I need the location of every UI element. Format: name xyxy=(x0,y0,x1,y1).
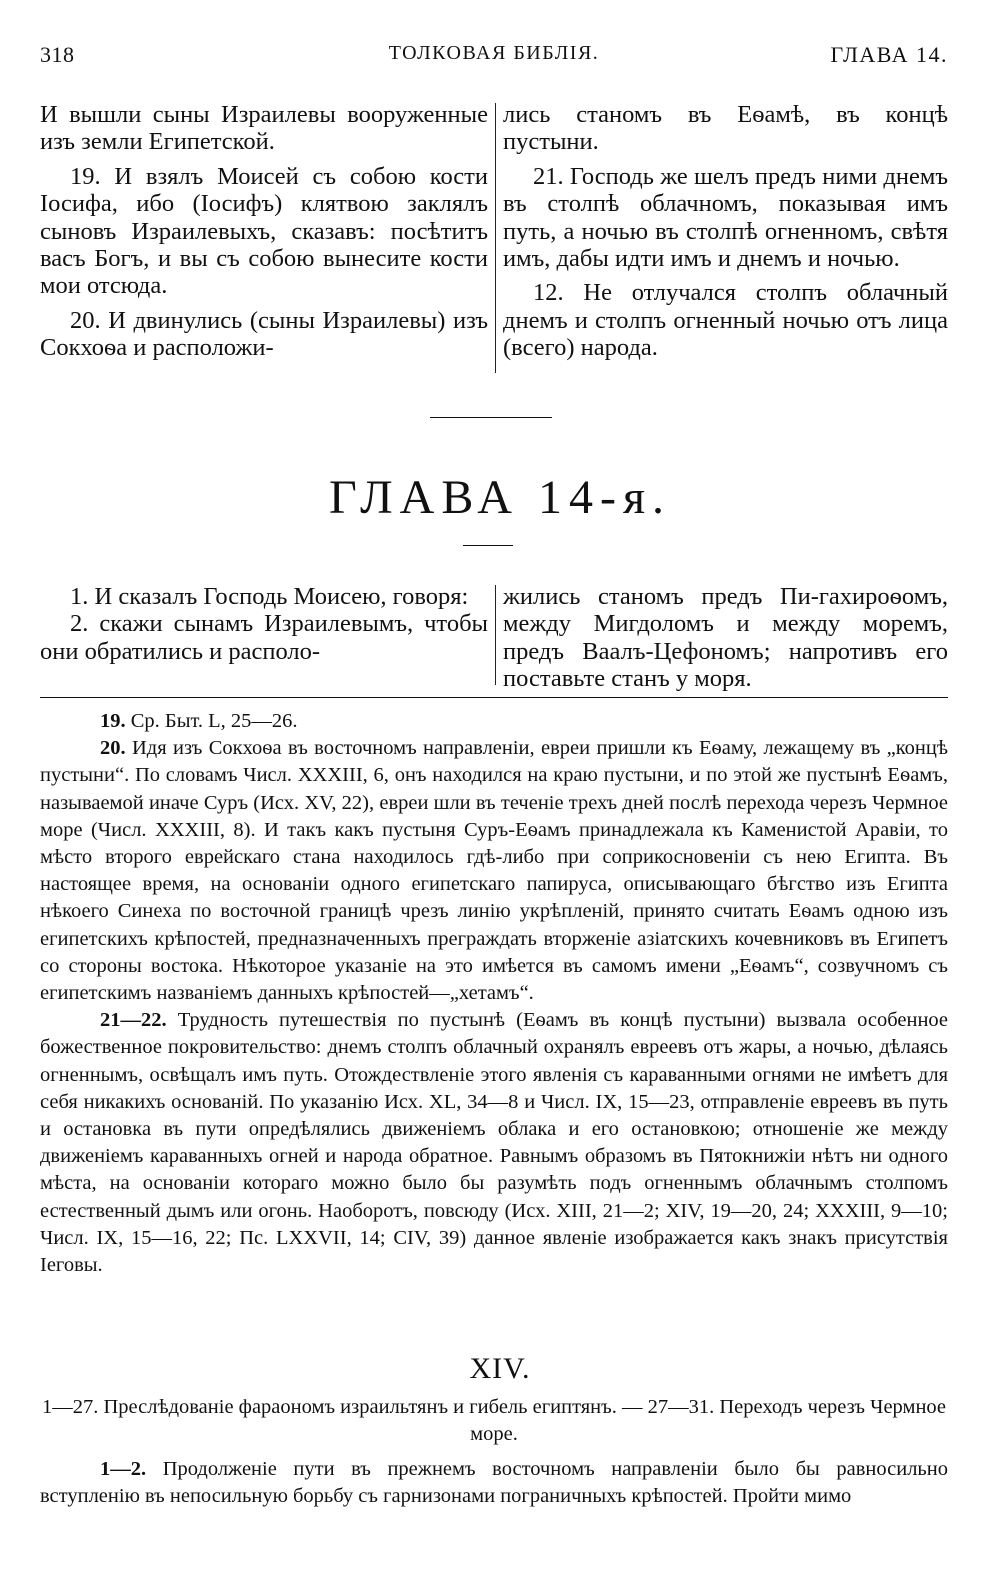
verse-text: жились станомъ предъ Пи-гахироѳомъ, между Мигдоломъ и между моремъ, предъ Ваалъ-Цефономъ; напротивъ его поставьте станъ у моря. xyxy=(503,583,948,693)
left-column xyxy=(40,101,488,362)
column-divider xyxy=(495,103,496,373)
verses-13-two-column xyxy=(40,101,948,371)
commentary-paragraph: 1—2. Продолженiе пути въ прежнемъ восточномъ направленiи было бы равносильно вступленiю въ непосильную борьбу съ гарнизонами пограничныхъ крѣпостей. Пройти мимо xyxy=(40,1458,949,1508)
chapter-label: ГЛАВА 14. xyxy=(830,42,948,67)
page-number: 318 xyxy=(40,42,75,67)
verses-14-two-column xyxy=(40,583,948,691)
ornament-rule-bottom xyxy=(463,545,513,546)
verse-1: 1. И сказалъ Господь Моисею, говоря: xyxy=(70,583,469,610)
verse-20: 20. И двинулись (сыны Израилевы) изъ Сокхоѳа и расположи- xyxy=(40,306,488,362)
column-divider xyxy=(495,585,496,685)
section-summary: 1—27. Преслѣдованiе фараономъ израильтянъ и гибель египтянъ. — 27—31. Переходъ черезъ Чермное море. xyxy=(41,1396,947,1445)
verse-ref: 20. xyxy=(100,737,126,760)
right-column xyxy=(503,583,948,693)
verse-22: 12. Не отлучался столпъ облачный днемъ и столпъ огненный ночью отъ лица (всего) народа. xyxy=(503,279,948,362)
running-title: ТОЛКОВАЯ БИБЛIЯ. xyxy=(388,42,600,64)
verse-ref: 19. xyxy=(100,710,126,732)
commentary xyxy=(40,708,948,1279)
chapter-heading: ГЛАВА 14-я. xyxy=(328,471,672,524)
verse-ref: 1—2. xyxy=(100,1458,147,1480)
running-header xyxy=(40,42,948,76)
footnote-separator xyxy=(40,697,948,698)
verse-text: лись станомъ въ Еѳамѣ, въ концѣ пустыни. xyxy=(503,101,948,156)
verse-ref: 21—22. xyxy=(100,1009,167,1032)
verse-19: 19. И взялъ Моисей съ собою кости Iосифа, ибо (Iосифъ) клятвою заклялъ сыновъ Израилевыхъ, сказавъ: посѣтитъ васъ Богъ, и вы съ собою вынесите кости мои отсюда. xyxy=(40,162,488,300)
verse-2: 2. скажи сынамъ Израилевымъ, чтобы они обратились и располо- xyxy=(40,610,488,665)
left-column xyxy=(40,583,488,665)
verse-text: И вышли сыны Израилевы вооруженные изъ земли Египетской. xyxy=(40,101,488,156)
right-column xyxy=(503,101,948,362)
commentary-paragraph: 19. Ср. Быт. L, 25—26. xyxy=(100,710,298,732)
commentary-paragraph: 21—22. Трудность путешествiя по пустынѣ (Еѳамъ въ концѣ пустыни) вызвала особенное божественное покровительство: днемъ столпъ облачный охранялъ евреевъ отъ жары, а ночью, дѣлаясь огненнымъ, освѣщалъ имъ путь. Отождествленiе этого явленiя съ караванными огнями не имѣетъ для себя никакихъ основанiй. По указанiю Исх. XL, 34—8 и Числ. IX, 15—23, отправленiе евреевъ въ путь и остановка въ пути опредѣлялись движенiемъ облака и его остановкою; отношенiе же между движенiемъ караванныхъ огней и народа обратное. Равнымъ образомъ въ Пятокнижiи нѣтъ ни одного мѣста, на основанiи котораго можно было бы разумѣть подъ огненнымъ облачнымъ столпомъ естественный дымъ или огонь. Наоборотъ, повсюду (Исх. XIII, 21—2; XIV, 19—20, 24; XXXIII, 9—10; Числ. IX, 15—16, 22; Пс. LXXVII, 14; CIV, 39) данное явленiе изображается какъ знакъ присутствiя Iеговы. xyxy=(40,1009,949,1277)
commentary-paragraph: 20. Идя изъ Сокхоѳа въ восточномъ направленiи, евреи пришли къ Еѳаму, лежащему въ „концѣ пустыни“. По словамъ Числ. XXXIII, 6, онъ находился на краю пустыни, и по этой же пустынѣ Еѳамъ, называемой иначе Суръ (Исх. XV, 22), евреи шли въ теченiе трехъ дней послѣ перехода черезъ Чермное море (Числ. XXXIII, 8). И такъ какъ пустыня Суръ-Еѳамъ принадлежала къ Каменистой Аравiи, то мѣсто второго еврейскаго стана находилось гдѣ-либо при соприкосновенiи съ нею Египта. Въ настоящее время, на основанiи одного египетскаго папируса, описывающаго бѣгство изъ Египта нѣкоего Синеха по восточной границѣ чрезъ линiю укрѣпленiй, принято считать Еѳамъ одною изъ египетскихъ крѣпостей, предназначенныхъ преграждать вторженiе азiатскихъ кочевниковъ въ Египетъ со стороны востока. Нѣкоторое указанiе на это имѣется въ самомъ имени „Еѳамъ“, созвучномъ съ египетскимъ названiемъ данныхъ крѣпостей—„хетамъ“. xyxy=(40,737,949,1005)
verse-21: 21. Господь же шелъ предъ ними днемъ въ столпѣ облачномъ, показывая имъ путь, а ночью въ столпѣ огненномъ, свѣтя имъ, дабы идти имъ и днемъ и ночью. xyxy=(503,162,948,273)
commentary-continued xyxy=(40,1456,948,1510)
ornament-rule-top xyxy=(430,417,552,418)
section-numeral: XIV. xyxy=(469,1352,531,1385)
